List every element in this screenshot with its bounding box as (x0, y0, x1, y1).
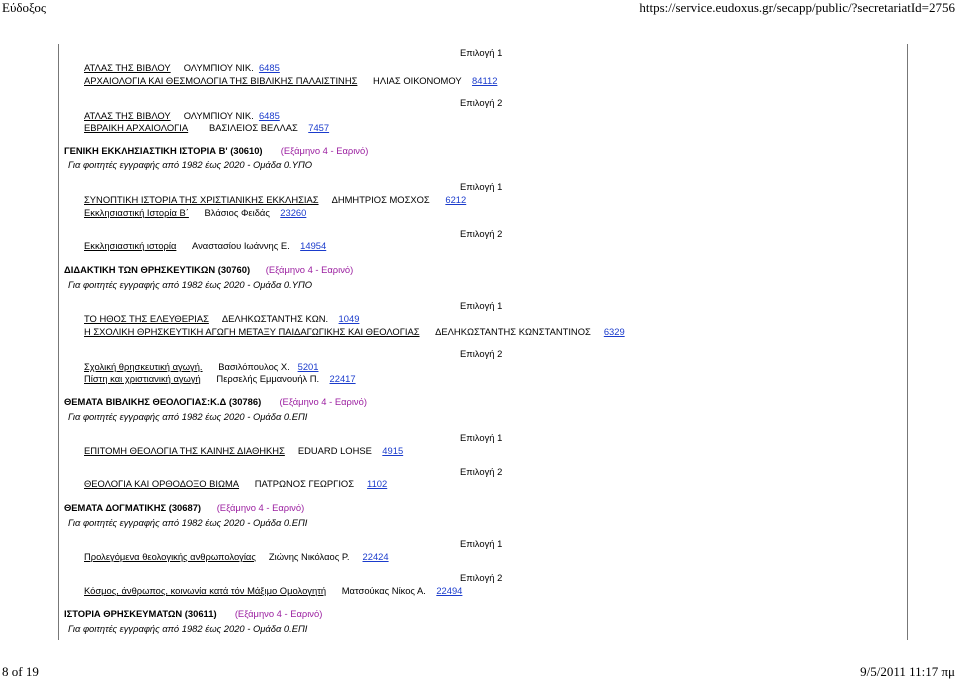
book-author: Ματσούκας Νίκος Α. (341, 585, 426, 596)
choice-label: Επιλογή 1 (460, 181, 503, 192)
book-title[interactable]: Προλεγόμενα θεολογικής ανθρωπολογίας (84, 551, 256, 562)
book-code-link[interactable]: 6212 (445, 194, 467, 205)
course-semester: (Εξάμηνο 4 - Εαρινό) (265, 264, 354, 275)
course-title: ΘΕΜΑΤΑ ΔΟΓΜΑΤΙΚΗΣ (30687) (64, 502, 202, 513)
book-code-link[interactable]: 22424 (362, 551, 389, 562)
course-title: ΙΣΤΟΡΙΑ ΘΡΗΣΚΕΥΜΑΤΩΝ (30611) (64, 608, 217, 619)
book-entry (84, 207, 306, 219)
book-title[interactable]: ΕΠΙΤΟΜΗ ΘΕΟΛΟΓΙΑ ΤΗΣ ΚΑΙΝΗΣ ΔΙΑΘΗΚΗΣ (84, 445, 285, 456)
book-author: Βλάσιος Φειδάς (204, 207, 270, 218)
book-entry (84, 122, 329, 134)
choice-label: Επιλογή 1 (460, 47, 503, 58)
choice-label: Επιλογή 1 (460, 432, 503, 443)
choice-label: Επιλογή 2 (460, 228, 503, 239)
choice-label: Επιλογή 1 (460, 538, 503, 549)
book-title[interactable]: Σχολική θρησκευτική αγωγή. (84, 361, 203, 372)
book-title[interactable]: Κόσμος, άνθρωπος, κοινωνία κατά τόν Μάξιμο Ομολογητή (84, 585, 327, 596)
book-entry (84, 585, 462, 597)
course-group: Για φοιτητές εγγραφής από 1982 έως 2020 - Ομάδα 0.ΥΠΟ (68, 279, 313, 290)
choice-label: Επιλογή 2 (460, 572, 503, 583)
course-semester: (Εξάμηνο 4 - Εαρινό) (234, 608, 323, 619)
book-author: ΒΑΣΙΛΕΙΟΣ ΒΕΛΛΑΣ (209, 122, 298, 133)
print-timestamp: 9/5/2011 11:17 πμ (860, 664, 955, 679)
course-group: Για φοιτητές εγγραφής από 1982 έως 2020 - Ομάδα 0.ΥΠΟ (68, 159, 313, 170)
course-heading (64, 396, 367, 408)
book-title[interactable]: Εκκλησιαστική Ιστορία Β΄ (84, 207, 189, 218)
choice-label: Επιλογή 2 (460, 348, 503, 359)
course-title: ΔΙΔΑΚΤΙΚΗ ΤΩΝ ΘΡΗΣΚΕΥΤΙΚΩΝ (30760) (64, 264, 251, 275)
book-code-link[interactable]: 4915 (382, 445, 404, 456)
page-url: https://service.eudoxus.gr/secapp/public/?secretariatId=2756 (639, 0, 955, 15)
choice-label: Επιλογή 2 (460, 466, 503, 477)
book-entry (84, 194, 466, 206)
book-entry (84, 62, 280, 74)
course-heading (64, 608, 322, 620)
book-author: Αναστασίου Ιωάννης Ε. (192, 240, 290, 251)
course-semester: (Εξάμηνο 4 - Εαρινό) (280, 145, 369, 156)
course-title: ΘΕΜΑΤΑ ΒΙΒΛΙΚΗΣ ΘΕΟΛΟΓΙΑΣ:Κ.Δ (30786) (64, 396, 262, 407)
course-semester: (Εξάμηνο 4 - Εαρινό) (216, 502, 305, 513)
course-semester: (Εξάμηνο 4 - Εαρινό) (279, 396, 367, 407)
book-title[interactable]: ΕΒΡΑΙΚΗ ΑΡΧΑΙΟΛΟΓΙΑ (84, 122, 189, 133)
course-group: Για φοιτητές εγγραφής από 1982 έως 2020 - Ομάδα 0.ΕΠΙ (68, 517, 308, 528)
book-code-link[interactable]: 1049 (338, 313, 360, 324)
book-entry (84, 75, 497, 87)
book-code-link[interactable]: 6485 (258, 110, 280, 121)
book-author: ΟΛΥΜΠΙΟΥ ΝΙΚ. (183, 110, 254, 121)
book-code-link[interactable]: 5201 (297, 361, 319, 372)
book-title[interactable]: ΘΕΟΛΟΓΙΑ ΚΑΙ ΟΡΘΟΔΟΞΟ ΒΙΩΜΑ (84, 478, 240, 489)
book-code-link[interactable]: 22494 (436, 585, 463, 596)
book-code-link[interactable]: 6329 (603, 326, 625, 337)
book-author: Ζιώνης Νικόλαος Ρ. (268, 551, 350, 562)
book-code-link[interactable]: 22417 (329, 373, 356, 384)
book-author: Βασιλόπουλος Χ. (218, 361, 290, 372)
book-entry (84, 445, 403, 457)
book-code-link[interactable]: 1102 (367, 478, 388, 489)
book-entry (84, 373, 356, 385)
book-entry (84, 361, 318, 373)
book-author: EDUARD LOHSE (297, 445, 372, 456)
course-heading (64, 502, 304, 514)
page-counter: 8 of 19 (2, 664, 39, 679)
book-code-link[interactable]: 14954 (300, 240, 327, 251)
course-title: ΓΕΝΙΚΗ ΕΚΚΛΗΣΙΑΣΤΙΚΗ ΙΣΤΟΡΙΑ Β' (30610) (64, 145, 263, 156)
book-title[interactable]: ΑΤΛΑΣ ΤΗΣ ΒΙΒΛΟΥ (84, 110, 171, 121)
book-code-link[interactable]: 23260 (280, 207, 307, 218)
course-heading (64, 145, 368, 157)
book-title[interactable]: ΑΡΧΑΙΟΛΟΓΙΑ ΚΑΙ ΘΕΣΜΟΛΟΓΙΑ ΤΗΣ ΒΙΒΛΙΚΗΣ ΠΑΛΑΙΣΤΙΝΗΣ (84, 75, 358, 86)
book-title[interactable]: ΤΟ ΗΘΟΣ ΤΗΣ ΕΛΕΥΘΕΡΙΑΣ (84, 313, 209, 324)
course-group: Για φοιτητές εγγραφής από 1982 έως 2020 - Ομάδα 0.ΕΠΙ (68, 623, 308, 634)
book-title[interactable]: Πίστη και χριστιανική αγωγή (84, 373, 201, 384)
book-entry (84, 313, 359, 325)
book-entry (84, 326, 625, 338)
choice-label: Επιλογή 1 (460, 300, 503, 311)
book-author: ΔΗΜΗΤΡΙΟΣ ΜΟΣΧΟΣ (331, 194, 430, 205)
book-author: Περσελής Εμμανουήλ Π. (216, 373, 320, 384)
book-entry (84, 478, 387, 490)
book-author: ΗΛΙΑΣ ΟΙΚΟΝΟΜΟΥ (373, 75, 462, 86)
book-title[interactable]: Η ΣΧΟΛΙΚΗ ΘΡΗΣΚΕΥΤΙΚΗ ΑΓΩΓΗ ΜΕΤΑΞΥ ΠΑΙΔΑΓΩΓΙΚΗΣ ΚΑΙ ΘΕΟΛΟΓΙΑΣ (84, 326, 420, 337)
book-code-link[interactable]: 6485 (258, 62, 280, 73)
book-entry (84, 110, 280, 122)
book-code-link[interactable]: 7457 (308, 122, 330, 133)
browser-page-title: Εύδοξος (2, 0, 46, 15)
book-code-link[interactable]: 84112 (472, 75, 498, 86)
book-author: ΔΕΛΗΚΩΣΤΑΝΤΗΣ ΚΩΝ. (221, 313, 329, 324)
course-heading (64, 264, 353, 276)
book-entry (84, 240, 326, 252)
choice-label: Επιλογή 2 (460, 97, 503, 108)
book-author: ΟΛΥΜΠΙΟΥ ΝΙΚ. (183, 62, 254, 73)
book-title[interactable]: ΣΥΝΟΠΤΙΚΗ ΙΣΤΟΡΙΑ ΤΗΣ ΧΡΙΣΤΙΑΝΙΚΗΣ ΕΚΚΛΗΣΙΑΣ (84, 194, 319, 205)
course-group: Για φοιτητές εγγραφής από 1982 έως 2020 - Ομάδα 0.ΕΠΙ (68, 411, 308, 422)
book-author: ΔΕΛΗΚΩΣΤΑΝΤΗΣ ΚΩΝΣΤΑΝΤΙΝΟΣ (435, 326, 591, 337)
book-title[interactable]: Εκκλησιαστική ιστορία (84, 240, 177, 251)
book-entry (84, 551, 389, 563)
book-author: ΠΑΤΡΩΝΟΣ ΓΕΩΡΓΙΟΣ (254, 478, 355, 489)
book-title[interactable]: ΑΤΛΑΣ ΤΗΣ ΒΙΒΛΟΥ (84, 62, 171, 73)
